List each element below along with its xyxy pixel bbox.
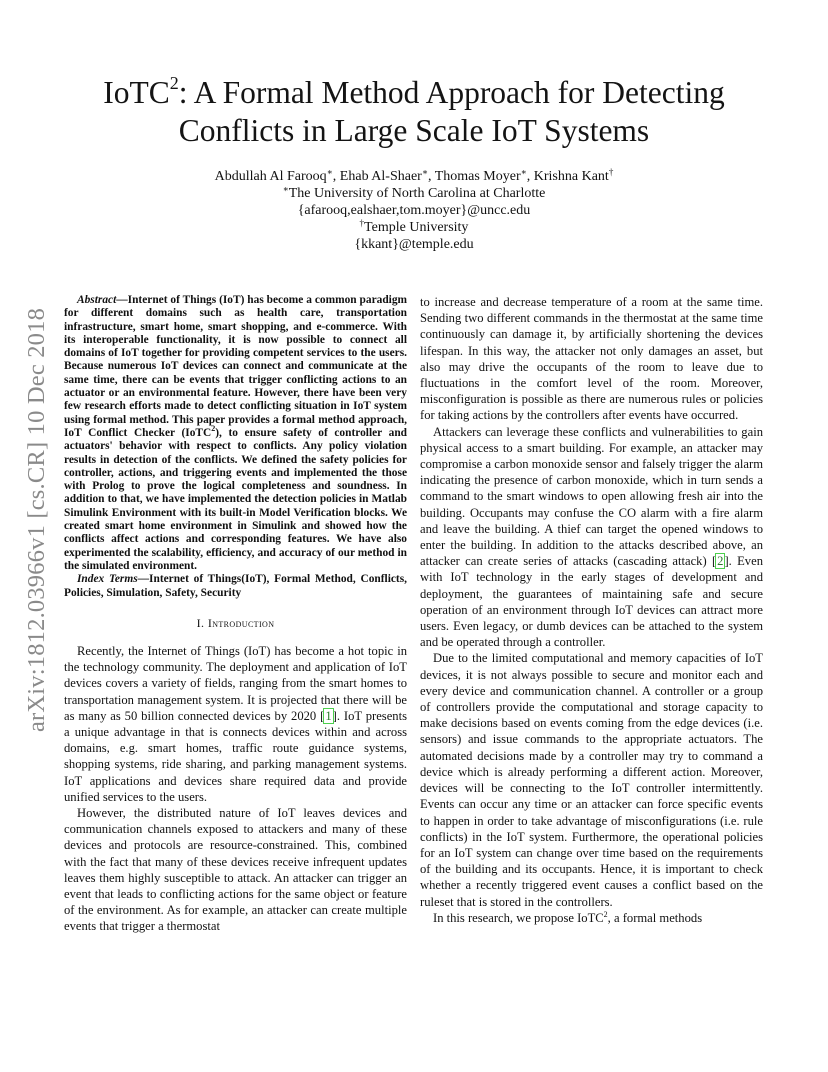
paragraph-text: , a formal methods <box>607 910 703 925</box>
abstract-lead: Abstract <box>77 294 117 306</box>
paragraph-text: . Even with IoT technology in the early stages of development and deployment, the guarantees of maintaining safe and secure operation of an environment through IoT devices can attract more users. Even legacy, or dumb devices can be attached to the system and be operated through a controller. <box>420 554 763 650</box>
paragraph: Attackers can leverage these conflicts and vulnerabilities to gain physical access to a smart building. For example, an attacker may compromise a carbon monoxide sensor and falsely trigger the alarm indicating the presence of carbon monoxide, which in turn sends a command to the smart windows to open allowing fresh air into the building. Occupants may confuse the CO alarm with a fire alarm and leave the building. A thief can target the opened windows to enter the building. In addition to the attacks described above, an attacker can create series of attacks (cascading attack) [2]. Even with IoT technology in the early stages of development and deployment, the guarantees of maintaining safe and secure operation of an environment through IoT devices can attract more users. Even legacy, or dumb devices can be attached to the system and be operated through a controller. <box>420 424 763 650</box>
affiliation-text: Temple University <box>364 220 469 235</box>
paragraph: to increase and decrease temperature of a room at the same time. Sending two different commands in the thermostat at the same time continuously can damage it, by artificially shortening the devices lifespan. In this way, the attacker not only damages an asset, but also may drive the occupants of the room to leave due to fluctuations in the comfort level of the room. Moreover, misconfiguration is possible as there are numerous rules or policies for taking actions by the controllers after events have occurred. <box>420 295 763 423</box>
author-name: , Thomas Moyer <box>427 169 521 184</box>
affiliation-mark: ∗ <box>326 167 333 177</box>
index-terms-lead: Index Terms <box>77 573 138 586</box>
affiliation-mark: ∗ <box>520 167 527 177</box>
title-text: : A Formal Method Approach for Detecting <box>178 75 725 110</box>
affiliation-mark: ∗ <box>421 167 428 177</box>
email-1: {afarooq,ealshaer,tom.moyer}@uncc.edu <box>297 203 531 218</box>
section-number: I. <box>196 615 208 630</box>
title-text: IoTC <box>103 75 170 110</box>
affiliation-text: The University of North Carolina at Charlotte <box>288 186 546 201</box>
author-name: Abdullah Al Farooq <box>214 169 327 184</box>
author-names <box>70 168 758 185</box>
paper-title <box>70 74 758 150</box>
abstract <box>64 294 407 573</box>
index-terms <box>64 573 407 600</box>
paragraph-text: Attackers can leverage these conflicts and vulnerabilities to gain physical access to a smart building. For example, an attacker may compromise a carbon monoxide sensor and falsely trigger the alarm indicating the presence of carbon monoxide, which in turn sends a command to the smart windows to open allowing fresh air into the building. Occupants may confuse the CO alarm with a fire alarm and leave the building. A thief can target the opened windows to enter the building. In addition to the attacks described above, an attacker can create series of attacks (cascading attack) <box>420 424 763 569</box>
paragraph-superscript: 2 <box>603 909 608 919</box>
paragraph: Recently, the Internet of Things (IoT) has become a hot topic in the technology community. The deployment and application of IoT devices covers a variety of fields, ranging from the smart homes to transportation management system. It is projected that there will be as many as 50 billion connected devices by 2020 [1]. IoT presents a unique advantage in that is connects devices within and across domains, e.g. smart homes, traffic route guidance systems, shopping systems, ride sharing, and parking management systems. IoT applications and devices share required data and provide unified services to the users. <box>64 644 407 804</box>
affiliation-2 <box>70 219 758 236</box>
arxiv-stamp <box>20 285 54 755</box>
arxiv-stamp-text: arXiv:1812.03966v1 [cs.CR] 10 Dec 2018 <box>23 307 50 733</box>
affiliation-mark: ∗ <box>282 184 289 194</box>
author-name: , Ehab Al-Shaer <box>332 169 422 184</box>
left-column <box>64 294 407 935</box>
paragraph <box>420 910 763 926</box>
title-superscript: 2 <box>169 73 179 93</box>
paragraph: Due to the limited computational and memory capacities of IoT devices, it is not always possible to secure and monitor each and every device and communication channel. A controller or a group of controllers provide the computational and storage capacity to make decisions based on events coming from the edge devices (i.e. sensors) and issue commands to the appropriate actuators. The automated decisions made by a controller may try to command a device which is already performing a different action. Moreover, devices will be connecting to the IoT controller intermittently. Events can occur any time or an attacker can force specific events to happen in order to take advantage of misconfigurations (i.e. rule conflicts) in the IoT system. Furthermore, the operational policies for an IoT system can change over time based on the requirements of the building and its occupants. Hence, it is important to check whether a recently triggered event causes a conflict based on the ruleset that is stored in the controllers. <box>420 651 763 909</box>
email-2: {kkant}@temple.edu <box>354 237 474 252</box>
abstract-text: ), to ensure safety of controller and actuators' behavior with respect to conflicts. Any policy violation results in detection of the conflicts. We defined the safety policies for controller, actions, and triggering events and implemented the those with Prolog to prove the logical completeness and soundness. In addition to that, we have implemented the detection policies in Matlab Simulink Environment with its built-in Model Verification blocks. We created smart home environment in Simulink and showed how the conflicts affect actions and corresponding features. We have also experimented the scalability, efficiency, and accuracy of our method in the simulated environment. <box>64 426 407 572</box>
paragraph-text: In this research, we propose IoTC <box>433 910 604 925</box>
affiliation-mark: † <box>608 167 614 177</box>
title-line-2: Conflicts in Large Scale IoT Systems <box>178 113 650 148</box>
affiliation-1 <box>70 185 758 202</box>
citation-link[interactable]: 2 <box>717 554 724 569</box>
author-block <box>70 168 758 253</box>
index-terms-text: —Internet of Things(IoT), Formal Method, Conflicts, Policies, Simulation, Safety, Security <box>64 573 407 599</box>
citation-link[interactable]: 1 <box>325 708 332 723</box>
paragraph: However, the distributed nature of IoT leaves devices and communication channels exposed to attackers and many of these devices and protocols are resource-constrained. This, combined with the fact that many of these devices receive infrequent updates leaves them highly susceptible to attack. An attacker can trigger an event that leads to conflicting actions for the same object or feature of the environment. As for example, an attacker can create multiple events that trigger a thermostat <box>64 806 407 934</box>
affiliation-mark: † <box>359 218 365 228</box>
section-title: Introduction <box>207 615 275 630</box>
paragraph-text: Recently, the Internet of Things (IoT) has become a hot topic in the technology community. The deployment and application of IoT devices covers a variety of fields, ranging from the smart homes to transportation management system. It is projected that there will be as many as 50 billion connected devices by 2020 <box>64 644 407 723</box>
section-heading <box>64 615 407 631</box>
paragraph-text: . IoT presents a unique advantage in that is connects devices within and across domains, e.g. smart homes, traffic route guidance systems, shopping systems, ride sharing, and parking management systems. IoT applications and devices share required data and provide unified services to the users. <box>64 708 407 804</box>
title-line-1 <box>70 74 758 112</box>
abstract-text: —Internet of Things (IoT) has become a common paradigm for different domains such as health care, transportation infrastructure, smart home, smart shopping, and e-commerce. With its interoperable functionality, it is now possible to connect all domains of IoT together for providing competent services to the users. Because numerous IoT devices can connect and communicate at the same time, there can be events that trigger conflicting actions to an actuator or an environmental feature. However, there have been very few research efforts made to detect conflicting situation in IoT system using formal method. This paper provides a formal method approach, IoT Conflict Checker (IoTC <box>64 294 407 439</box>
right-column <box>420 294 763 926</box>
abstract-superscript: 2 <box>211 423 216 433</box>
author-name: , Krishna Kant <box>526 169 609 184</box>
